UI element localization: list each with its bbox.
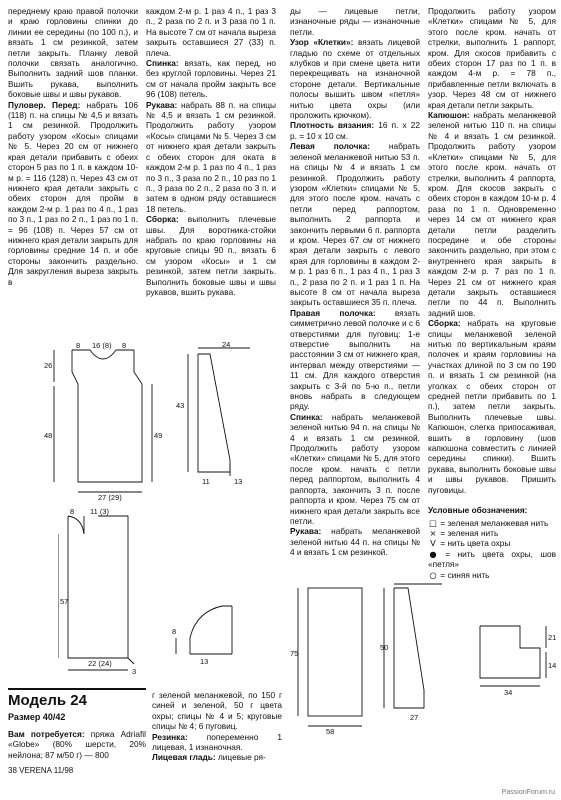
text-column-2 — [146, 6, 276, 297]
dimension-label: 57 — [60, 597, 69, 606]
dimension-label: 8 — [122, 342, 127, 350]
paragraph: каждом 2-м р. 1 раз 4 п., 1 раз 3 п., 2 раза по 2 п. и 3 раза по 1 п. На высоте 7 см от начала выреза закрыть оставшиеся 27 (33) п. плеча. — [146, 6, 276, 58]
dot-symbol-icon: ● — [429, 548, 437, 559]
materials-continued-text — [152, 690, 282, 763]
paragraph: Узор «Клетки»: вязать лицевой гладью по схеме от отдельных клубков и при смене цвета нити перекрещивать на изнаночной стороне детали. Вертикальные полосы вышить швом «петля» нитью цвета охры (или проложить крючком). — [290, 37, 420, 121]
paragraph: Резинка: попеременно 1 лицевая, 1 изнаночная. — [152, 731, 282, 753]
legend-item: × = зеленая нить — [429, 527, 499, 538]
text-column-3 — [290, 6, 420, 558]
dimension-label: 8 — [70, 508, 75, 516]
paragraph: Спинка: вязать, как перед, но без круглой горловины. Через 21 см от начала пройм закрыть все 96 (108) петель. — [146, 58, 276, 100]
legend-item: V = нить цвета охры — [428, 538, 556, 548]
hood-scheme — [470, 618, 556, 698]
watermark: PassionForum.ru — [501, 789, 555, 796]
dimension-label: 8 — [76, 342, 81, 350]
dimension-label: 34 — [504, 688, 513, 697]
dimension-label: 24 — [222, 342, 231, 349]
v-symbol-icon: V — [430, 538, 436, 549]
paragraph: г зеленой меланжевой, по 150 г синей и зеленой, 50 г цвета охры; спицы № 4 и 5; круговые спицы № 4; 6 пуговиц. — [152, 690, 282, 732]
dimension-label: 26 — [44, 361, 53, 370]
legend-item: ● = нить цвета охры, шов «петля» — [428, 548, 556, 570]
dimension-label: 13 — [234, 477, 243, 486]
jacket-front-scheme — [58, 508, 148, 678]
paragraph: Рукава: набрать меланжевой зеленой нитью 44 п. на спицы № 4 и вязать 1 см резинкой. — [290, 526, 420, 558]
text-column-1 — [8, 6, 138, 287]
pullover-sleeve-scheme — [170, 342, 270, 492]
pullover-front-scheme — [42, 342, 162, 502]
model-size: Размер 40/42 — [8, 712, 66, 722]
legend-list — [428, 518, 556, 580]
paragraph: Правая полочка: вязать симметрично левой полочке и с 6 отверстиями для пуговиц: 1-е отверстие выполнить на расстоянии 3 см от нижнего края, интервал между отверстиями — 11 см. Для каждого отверстия закрыть с 3-й по 5-ю п., петли вновь набрать в следующем ряду. — [290, 307, 420, 412]
dimension-label: 49 — [154, 431, 162, 440]
paragraph: Плотность вязания: 16 п. х 22 р. = 10 х 10 см. — [290, 120, 421, 141]
square-symbol-icon: □ — [429, 517, 437, 528]
paragraph: Капюшон: набрать меланжевой зеленой нитью 110 п. на спицы № 4 и вязать 1 см резинкой. Продолжить работу узором «Клетки» спицами № 5, для этого после кром. начать от стрелки, выполнить 4 раппорта, кром. Для скосов закрыть с обеих сторон в каждом 10-м р. 4 раза по 1 п. Одновременно через 14 см от нижнего края детали петли разделить посредине и обе стороны закончить раздельно, при этом с внутреннего края закрыть в каждом 2-м р. 7 раз по 1 п. Через 21 см от нижнего края детали закрыть оставшиеся петли по 44 п. Выполнить задний шов. — [428, 110, 556, 318]
circle-symbol-icon: ○ — [429, 569, 437, 580]
cross-symbol-icon: × — [429, 527, 437, 538]
dimension-label: 50 — [380, 643, 389, 652]
page-footer: 38 VERENA 11/98 — [8, 766, 74, 775]
dimension-label: 27 — [410, 713, 419, 722]
dimension-label: 21 — [548, 633, 556, 642]
paragraph: Сборка: выполнить плечевые швы. Для воротника-стойки набрать по краю горловины на круговые спицы 90 п., вязать 6 см узором «Косы» и 1 см резинкой, затем петли закрыть. Выполнить боковые швы и швы рукавов, вшить рукава. — [146, 214, 276, 297]
paragraph: Рукава: набрать 88 п. на спицы № 4,5 и вязать 1 см резинкой. Продолжить работу узором «Косы» спицами № 5. Через 3 см от нижнего края детали закрыть с обеих сторон для оката в каждом 2-м р. 1 раз по 4 п., 1 раз по 3 п., 3 раза по 2 п., 10 раз по 1 п., 3 раза по 2 п., 2 раза по 3 п. и затем в одном ряду оставшиеся 18 петель. — [146, 99, 276, 214]
paragraph: Левая полочка: набрать зеленой меланжевой нитью 53 п. на спицы № 4 и вязать 1 см резинкой. Продолжить работу узором «Клетки» спицами № 5, для этого после кром. начать с петли перед раппортом, выполнить 2 раппорта и закончить первыми 6 п. раппорта и кром. Через 67 см от нижнего края детали закрыть с левого края для горловины в каждом 2-м р. 1 раз 6 п., 1 раз 4 п., 1 раз 3 п., 2 раза по 2 п. и 1 раз 1 п. На высоте 8 см от начала выреза закрыть оставшиеся 35 п. плеча. — [290, 141, 420, 308]
paragraph: Сборка: набрать на круговые спицы меланжевой зеленой нитью по вертикальным краям полочек и краям горловины на участках длиной по 3 см по 190 п. и вязать 1 см резинкой (на уголках с обеих сторон от средней петли прибавить по 1 п.), затем петли закрыть. Выполнить плечевые швы. Капюшон, слегка припосаживая, вшить в горловину (шов капюшона совместить с линией середины спинки). Вшить рукава, выполнить боковые швы и швы рукавов. Пришить пуговицы. — [428, 318, 556, 495]
dimension-label: 13 — [200, 657, 209, 666]
dimension-label: 27 (29) — [98, 493, 122, 502]
legend-item: □ = зеленая меланжевая нить — [429, 517, 549, 528]
paragraph: переднему краю правой полочки и краю горловины спинки до линии ее середины (по 100 п.), и вязать 1 см резинкой, затем петли закрыть. Планку левой полочки связать аналогично. Выполнить задний шов планки. Вшить рукава, выполнить боковые швы и швы рукавов. — [8, 6, 138, 100]
dimension-label: 8 — [172, 627, 177, 636]
dimension-label: 14 — [548, 661, 556, 670]
paragraph: Спинка: набрать меланжевой зеленой нитью 94 п. на спицы № 4 и вязать 1 см резинкой. Продолжить работу узором «Клетки» спицами № 5, для этого после кром. начать с петли перед раппортом, выполнить 4 раппорта, закончить 3 п. после раппорта и кром. Через 75 см от нижнего края детали закрыть все петли. — [290, 411, 420, 526]
paragraph: Лицевая гладь: лицевые ря- — [152, 752, 266, 763]
dimension-label: 16 (8) — [92, 342, 112, 350]
paragraph: Пуловер. Перед: набрать 106 (118) п. на спицы № 4,5 и вязать 1 см резинкой. Продолжить работу узором «Косы» спицами № 5. Через 20 см от нижнего края детали прибавить с обеих сторон 5 раз по 1 п. в каждом 10-м р. = 116 (128) п. Через 43 см от нижнего края детали закрыть с обеих сторон для пройм в каждом 2-м р. 1 раз по 4 п., 1 раз по 3 п., 1 раз по 2 п., 1 раз по 1 п. = 96 (108) п. Через 57 см от нижнего края детали закрыть для горловины средние 14 п. и обе стороны закончить раздельно. Для закругления выреза закрыть в — [8, 99, 138, 287]
paragraph: ды — лицевые петли, изнаночные ряды — изнаночные петли. — [290, 6, 420, 37]
dimension-label: 11 (3) — [90, 508, 110, 516]
model-heading-block — [8, 688, 146, 726]
jacket-sleeve-scheme — [380, 580, 450, 740]
dimension-label: 48 — [44, 431, 53, 440]
legend-title: Условные обозначения: — [428, 505, 528, 516]
dimension-label: 22 (24) — [88, 659, 112, 668]
paragraph: Продолжить работу узором «Клетки» спицами № 5, для этого после кром. начать от стрелки, выполнить 1 раппорт, кром. Для скосов прибавить с обеих сторон 17 раз по 1 п. в каждом 4-м р. = 78 п., прибавленные петли включать в узор. Через 48 см от нижнего края детали петли закрыть. — [428, 6, 556, 110]
text-column-4 — [428, 6, 556, 580]
materials-text: Вам потребуется: пряжа Adriafil «Globe» (80% шерсти, 20% нейлона; 87 м/50 г) — 800 — [8, 729, 146, 760]
sleeve-cap-detail-scheme — [172, 598, 252, 668]
dimension-label: 58 — [326, 727, 335, 736]
legend-item: ○ = синяя нить — [429, 569, 490, 580]
model-title: Модель 24 — [8, 692, 87, 709]
dimension-label: 75 — [290, 649, 299, 658]
dimension-label: 43 — [176, 401, 185, 410]
dimension-label: 11 — [202, 477, 210, 486]
dimension-label: 3 — [132, 667, 137, 676]
jacket-back-scheme — [290, 580, 370, 740]
